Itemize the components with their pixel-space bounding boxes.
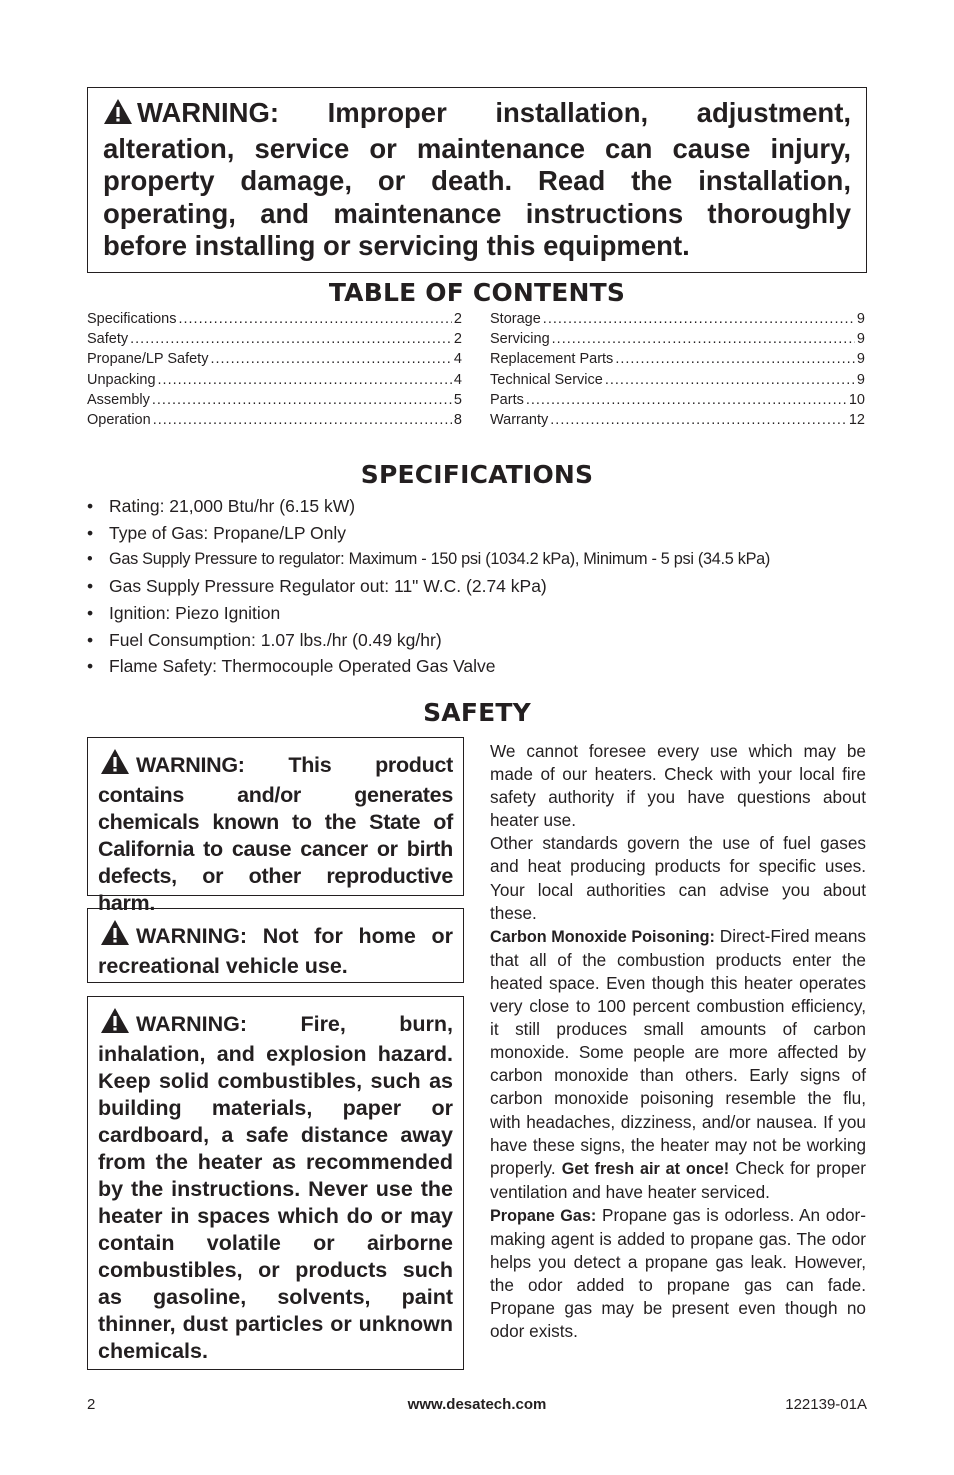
safety-paragraph-1: We cannot foresee every use which may be made of our heaters. Check with your local fire safety authority if you have questions about heater use. [490, 741, 866, 831]
propane-gas-lead: Propane Gas: [490, 1206, 597, 1225]
toc-entry [87, 309, 462, 329]
top-warning-box [87, 87, 867, 273]
toc-right-column [490, 309, 865, 430]
warning-fire-text: WARNING: Fire, burn, inhalation, and explosion hazard. Keep solid combustibles, such as building materials, paper or cardboard, a safe distance away from the heater as recommended by the instructions. Never use the heater in spaces which do or may contain volatile or airborne combustibles, or products such as gasoline, solvents, paint thinner, dust particles or unknown chemicals. [98, 1012, 453, 1363]
toc-entry-label: Replacement Parts [490, 351, 614, 368]
toc-entry-label: Unpacking [87, 371, 156, 388]
toc-entry-label: Storage [490, 311, 541, 327]
specification-item: • Flame Safety: Thermocouple Operated Gas Valve [87, 653, 877, 680]
toc-entry [490, 349, 865, 369]
safety-paragraph-2: Other standards govern the use of fuel gases and heat producing products for specific uses. Your local authorities can advise you about these. [490, 833, 866, 923]
specifications-title: SPECIFICATIONS [360, 460, 594, 489]
fresh-air-callout: Get fresh air at once! [561, 1159, 730, 1178]
safety-text-column [490, 740, 866, 1343]
warning-home-text: WARNING: Not for home or recreational vehicle use. [98, 924, 453, 978]
toc-leader-dots [543, 309, 855, 329]
toc-entry-label: Propane/LP Safety [87, 351, 209, 368]
specification-item: • Ignition: Piezo Ignition [87, 600, 877, 627]
toc-entry-page: 9 [856, 311, 865, 327]
warning-chemicals-box [87, 737, 464, 915]
toc-entry-page: 9 [856, 331, 865, 348]
warning-home-box [87, 908, 464, 983]
specification-item: • Fuel Consumption: 1.07 lbs./hr (0.49 kg/hr) [87, 627, 877, 654]
toc-leader-dots [605, 370, 855, 390]
toc-entry-page: 5 [453, 391, 462, 408]
toc-entry-page: 9 [856, 371, 865, 388]
toc-leader-dots [615, 349, 855, 369]
warning-chemicals-text: WARNING: This product contains and/or generates chemicals known to the State of California to cause cancer or birth defects, or other reproductive harm. [98, 753, 453, 915]
carbon-monoxide-text: Direct-Fired means that all of the combustion products enter the heated space. Even though this heater operates very close to 100 percent combustion efficiency, it still produces small amounts of carbon monoxide. Some people are more affected by carbon monoxide than others. Early signs of carbon monoxide poisoning resemble the flu, with headaches, dizziness, and/or nausea. If you have these signs, the heater may not be working properly. [490, 925, 866, 1178]
toc-entry-label: Warranty [490, 412, 549, 429]
warning-triangle-icon [103, 98, 133, 133]
toc-entry-label: Safety [87, 331, 129, 348]
toc-entry-page: 2 [453, 331, 462, 348]
toc-entry [87, 349, 462, 369]
toc-leader-dots [552, 329, 855, 349]
toc-entry-page: 2 [453, 311, 462, 327]
toc-entry [490, 329, 865, 349]
toc-leader-dots [152, 390, 452, 410]
toc-entry-label: Servicing [490, 331, 550, 348]
toc-entry-page: 12 [848, 412, 865, 429]
toc-entry [490, 410, 865, 430]
carbon-monoxide-lead: Carbon Monoxide Poisoning: [490, 927, 715, 946]
toc-entry [87, 410, 462, 430]
specifications-list [87, 493, 877, 680]
specification-item: • Type of Gas: Propane/LP Only [87, 520, 877, 547]
warning-triangle-icon [98, 919, 132, 953]
specification-item: • Rating: 21,000 Btu/hr (6.15 kW) [87, 493, 877, 520]
top-warning-text: WARNING: Improper installation, adjustment, alteration, service or maintenance can cause injury, property damage, or death. Read the installation, operating, and maintenance instructions thoroughly before installing or servicing this equipment. [103, 97, 851, 261]
toc-entry [490, 309, 865, 329]
specification-item: • Gas Supply Pressure Regulator out: 11" W.C. (2.74 kPa) [87, 573, 877, 600]
propane-gas-paragraph [490, 1204, 866, 1344]
toc-entry [490, 390, 865, 410]
safety-title: SAFETY [423, 698, 531, 727]
toc-leader-dots [153, 410, 452, 430]
toc-entry-page: 9 [856, 351, 865, 368]
toc-leader-dots [210, 349, 451, 369]
carbon-monoxide-tail: Check for proper ventilation and have heater serviced. [490, 1157, 866, 1202]
toc-entry-label: Specifications [87, 311, 177, 327]
propane-gas-text: Propane gas is odorless. An odor-making agent is added to propane gas. The odor helps you detect a propane gas leak. However, the odor added to propane gas can fade. Propane gas may be present even though no odor exists. [490, 1204, 866, 1342]
toc-leader-dots [550, 410, 847, 430]
toc-entry-page: 8 [453, 412, 462, 429]
warning-triangle-icon [98, 1007, 132, 1041]
carbon-monoxide-paragraph [490, 925, 866, 1204]
toc-title: TABLE OF CONTENTS [328, 278, 626, 307]
toc-entry-page: 4 [453, 351, 462, 368]
footer-doc-code: 122139-01A [785, 1396, 867, 1413]
toc-entry [87, 329, 462, 349]
toc-leader-dots [158, 370, 452, 390]
footer-page-number: 2 [87, 1396, 96, 1413]
toc-left-column [87, 309, 462, 430]
footer-url: www.desatech.com [407, 1396, 547, 1413]
toc-entry [87, 390, 462, 410]
warning-triangle-icon [98, 748, 132, 782]
toc-entry-page: 10 [848, 391, 865, 408]
toc-entry-label: Parts [490, 391, 524, 408]
specification-item: • Gas Supply Pressure to regulator: Maximum - 150 psi (1034.2 kPa), Minimum - 5 psi (34.5 kPa) [87, 546, 877, 573]
warning-fire-box [87, 996, 464, 1370]
toc-entry-label: Technical Service [490, 371, 603, 388]
toc-leader-dots [130, 329, 452, 349]
toc-entry-page: 4 [453, 371, 462, 388]
toc-entry [490, 370, 865, 390]
toc-entry-label: Operation [87, 412, 151, 429]
toc-entry [87, 370, 462, 390]
toc-leader-dots [526, 390, 847, 410]
toc-leader-dots [178, 309, 451, 329]
toc-entry-label: Assembly [87, 391, 150, 408]
